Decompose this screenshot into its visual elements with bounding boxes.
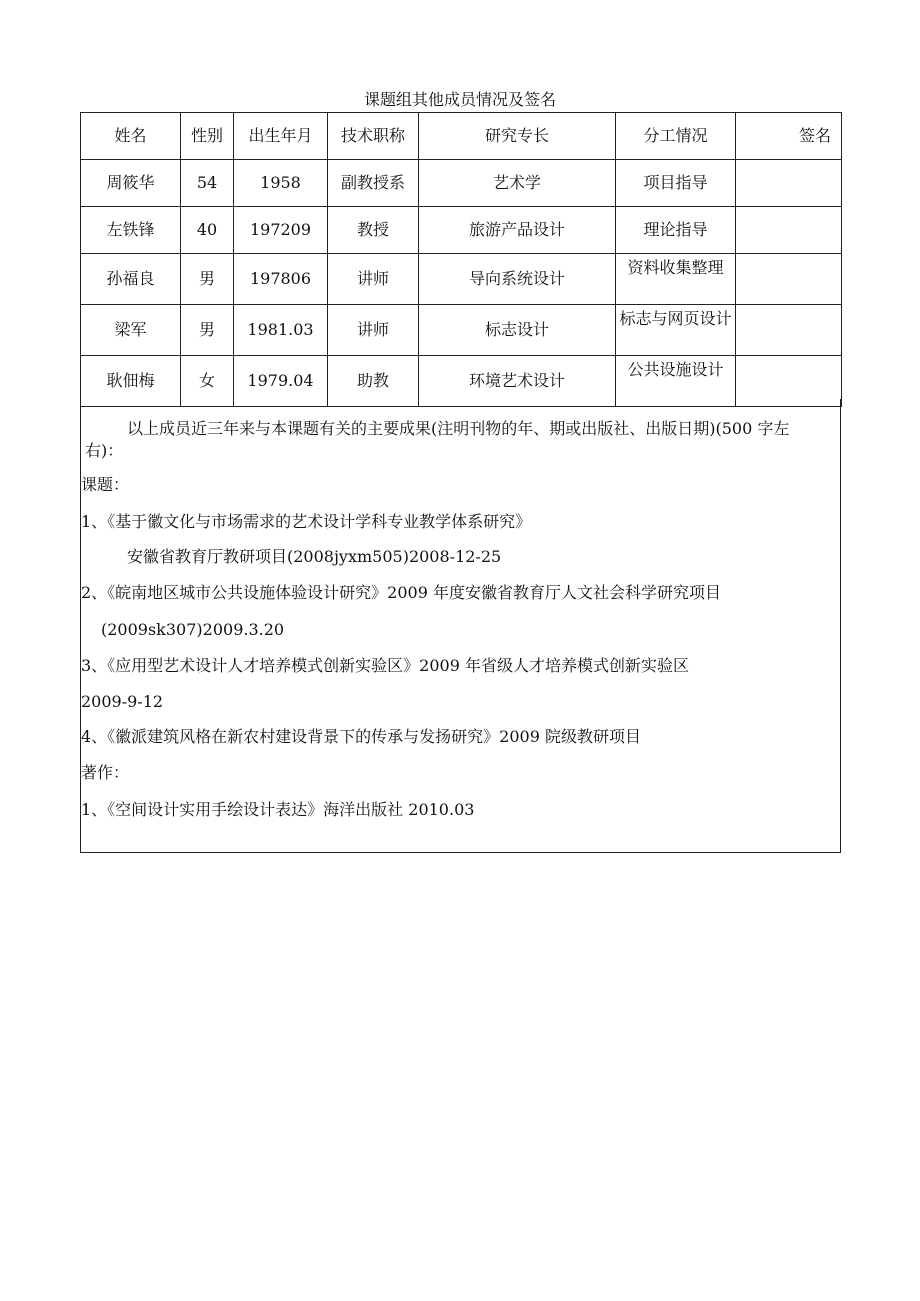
cell-role: 标志与网页设计 [616,305,736,356]
cell-name: 周筱华 [81,160,181,207]
cell-gender: 男 [181,305,234,356]
cell-specialty: 环境艺术设计 [419,356,616,407]
cell-gender: 40 [181,207,234,254]
project-1-detail: 安徽省教育厅教研项目(2008jyxm505)2008-12-25 [127,547,502,566]
cell-role: 项目指导 [616,160,736,207]
cell-birth: 1958 [234,160,328,207]
cell-name: 孙福良 [81,254,181,305]
table-row [81,305,842,356]
header-title: 技术职称 [328,113,419,160]
cell-gender: 女 [181,356,234,407]
cell-title: 助教 [328,356,419,407]
cell-signature[interactable] [736,207,842,254]
project-2-title: 2、《皖南地区城市公共设施体验设计研究》2009 年度安徽省教育厅人文社会科学研究项目 [81,583,721,602]
results-section [80,399,841,853]
project-2-detail: (2009sk307)2009.3.20 [101,620,285,639]
cell-name: 左铁锋 [81,207,181,254]
table-header-row [81,113,842,160]
table-row [81,160,842,207]
header-specialty: 研究专长 [419,113,616,160]
project-3-title: 3、《应用型艺术设计人才培养模式创新实验区》2009 年省级人才培养模式创新实验区 [81,656,689,675]
cell-signature[interactable] [736,254,842,305]
cell-role: 理论指导 [616,207,736,254]
cell-birth: 1981.03 [234,305,328,356]
project-3-detail: 2009-9-12 [81,692,164,711]
table-row [81,254,842,305]
cell-specialty: 导向系统设计 [419,254,616,305]
cell-signature[interactable] [736,160,842,207]
works-heading: 著作： [81,763,130,782]
header-signature: 签名 [736,113,842,160]
cell-specialty: 艺术学 [419,160,616,207]
cell-title: 副教授系 [328,160,419,207]
cell-gender: 54 [181,160,234,207]
results-intro: 以上成员近三年来与本课题有关的主要成果(注明刊物的年、期或出版社、出版日期)(500 字左右)： [85,419,790,460]
cell-role: 资料收集整理 [616,254,736,305]
projects-heading: 课题： [81,475,130,494]
page-title: 课题组其他成员情况及签名 [363,90,556,109]
cell-name: 梁军 [81,305,181,356]
cell-title: 讲师 [328,305,419,356]
header-name: 姓名 [81,113,181,160]
work-1: 1、《空间设计实用手绘设计表达》海洋出版社 2010.03 [81,800,475,819]
cell-name: 耿佃梅 [81,356,181,407]
header-role: 分工情况 [616,113,736,160]
header-gender: 性别 [181,113,234,160]
members-table [80,112,842,407]
cell-birth: 197209 [234,207,328,254]
cell-gender: 男 [181,254,234,305]
cell-specialty: 旅游产品设计 [419,207,616,254]
cell-title: 讲师 [328,254,419,305]
project-4-title: 4、《徽派建筑风格在新农村建设背景下的传承与发扬研究》2009 院级教研项目 [81,727,641,746]
cell-signature[interactable] [736,305,842,356]
cell-title: 教授 [328,207,419,254]
cell-birth: 1979.04 [234,356,328,407]
cell-role: 公共设施设计 [616,356,736,407]
project-1-title: 1、《基于徽文化与市场需求的艺术设计学科专业教学体系研究》 [81,512,532,531]
table-row [81,207,842,254]
cell-specialty: 标志设计 [419,305,616,356]
cell-birth: 197806 [234,254,328,305]
header-birth: 出生年月 [234,113,328,160]
